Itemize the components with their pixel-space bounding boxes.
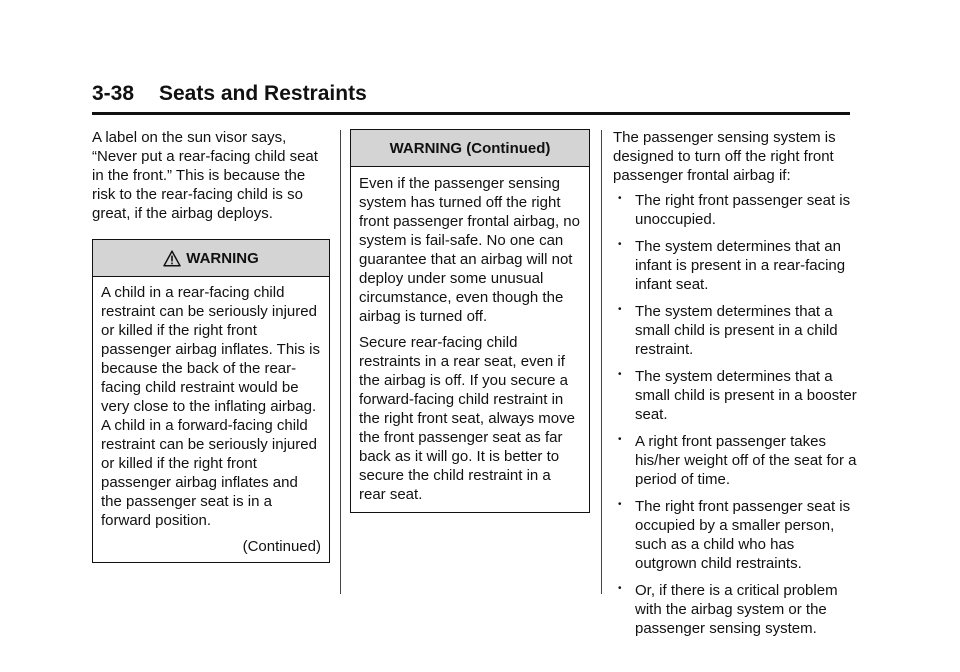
bullet-icon: • [618,304,622,315]
bullet-icon: • [618,499,622,510]
column-1 [92,128,330,563]
page-number: 3-38 [92,82,135,105]
list-item: • The system determines that a small child is present in a booster seat. [618,368,857,423]
bullet-icon: • [618,369,622,380]
continued-label: (Continued) [242,538,321,555]
warning-paragraph: Secure rear-facing child restraints in a rear seat, even if the airbag is off. If you secure a forward-facing child restraint in the right front seat, always move the front passenger seat as far back as it will go. It is better to secure the child restraint in a rear seat. [359,334,575,503]
intro-paragraph: A label on the sun visor says, “Never put a rear-facing child seat in the front.” This is because the risk to the rear-facing child is so great, if the airbag deploys. [92,129,318,222]
bullet-icon: • [618,239,622,250]
column-3 [613,128,858,646]
section-title: Seats and Restraints [159,82,367,105]
list-item: • The system determines that an infant is present in a rear-facing infant seat. [618,238,846,293]
list-item: • The system determines that a small child is present in a child restraint. [618,303,838,358]
warning-box [92,239,330,563]
condition-list [613,191,858,638]
warning-title: WARNING (Continued) [389,139,551,157]
warning-header [93,240,329,277]
warning-paragraph: Even if the passenger sensing system has turned off the right front passenger frontal airbag, no system is fail-safe. No one can guarantee that an airbag will not deploy under some unusual circumstance, even though the airbag is turned off. [359,175,580,325]
intro-paragraph: The passenger sensing system is designed to turn off the right front passenger frontal airbag if: [613,129,836,184]
list-item: • A right front passenger takes his/her weight off of the seat for a period of time. [618,433,857,488]
list-item: • The right front passenger seat is occupied by a smaller person, such as a child who has outgrown child restraints. [618,498,851,572]
column-divider [601,130,602,594]
warning-triangle-icon [163,250,181,267]
warning-text: A child in a rear-facing child restraint can be seriously injured or killed if the right front passenger airbag inflates. This is because the back of the rear-facing child restraint would be very close to the inflating airbag. A child in a forward-facing child restraint can be seriously injured or killed if the right front passenger airbag inflates and the passenger seat is in a forward position. [101,284,321,529]
warning-header [351,130,589,167]
list-item: • Or, if there is a critical problem with the airbag system or the passenger sensing system. [618,582,838,637]
bullet-icon: • [618,193,622,204]
bullet-icon: • [618,434,622,445]
warning-body [93,277,329,562]
column-divider [340,130,341,594]
bullet-icon: • [618,583,622,594]
warning-box-continued [350,129,590,513]
column-2 [350,129,590,513]
warning-title: WARNING [186,249,259,267]
page-header [92,80,850,115]
list-item: • The right front passenger seat is unoccupied. [618,192,851,228]
warning-body [351,167,589,512]
